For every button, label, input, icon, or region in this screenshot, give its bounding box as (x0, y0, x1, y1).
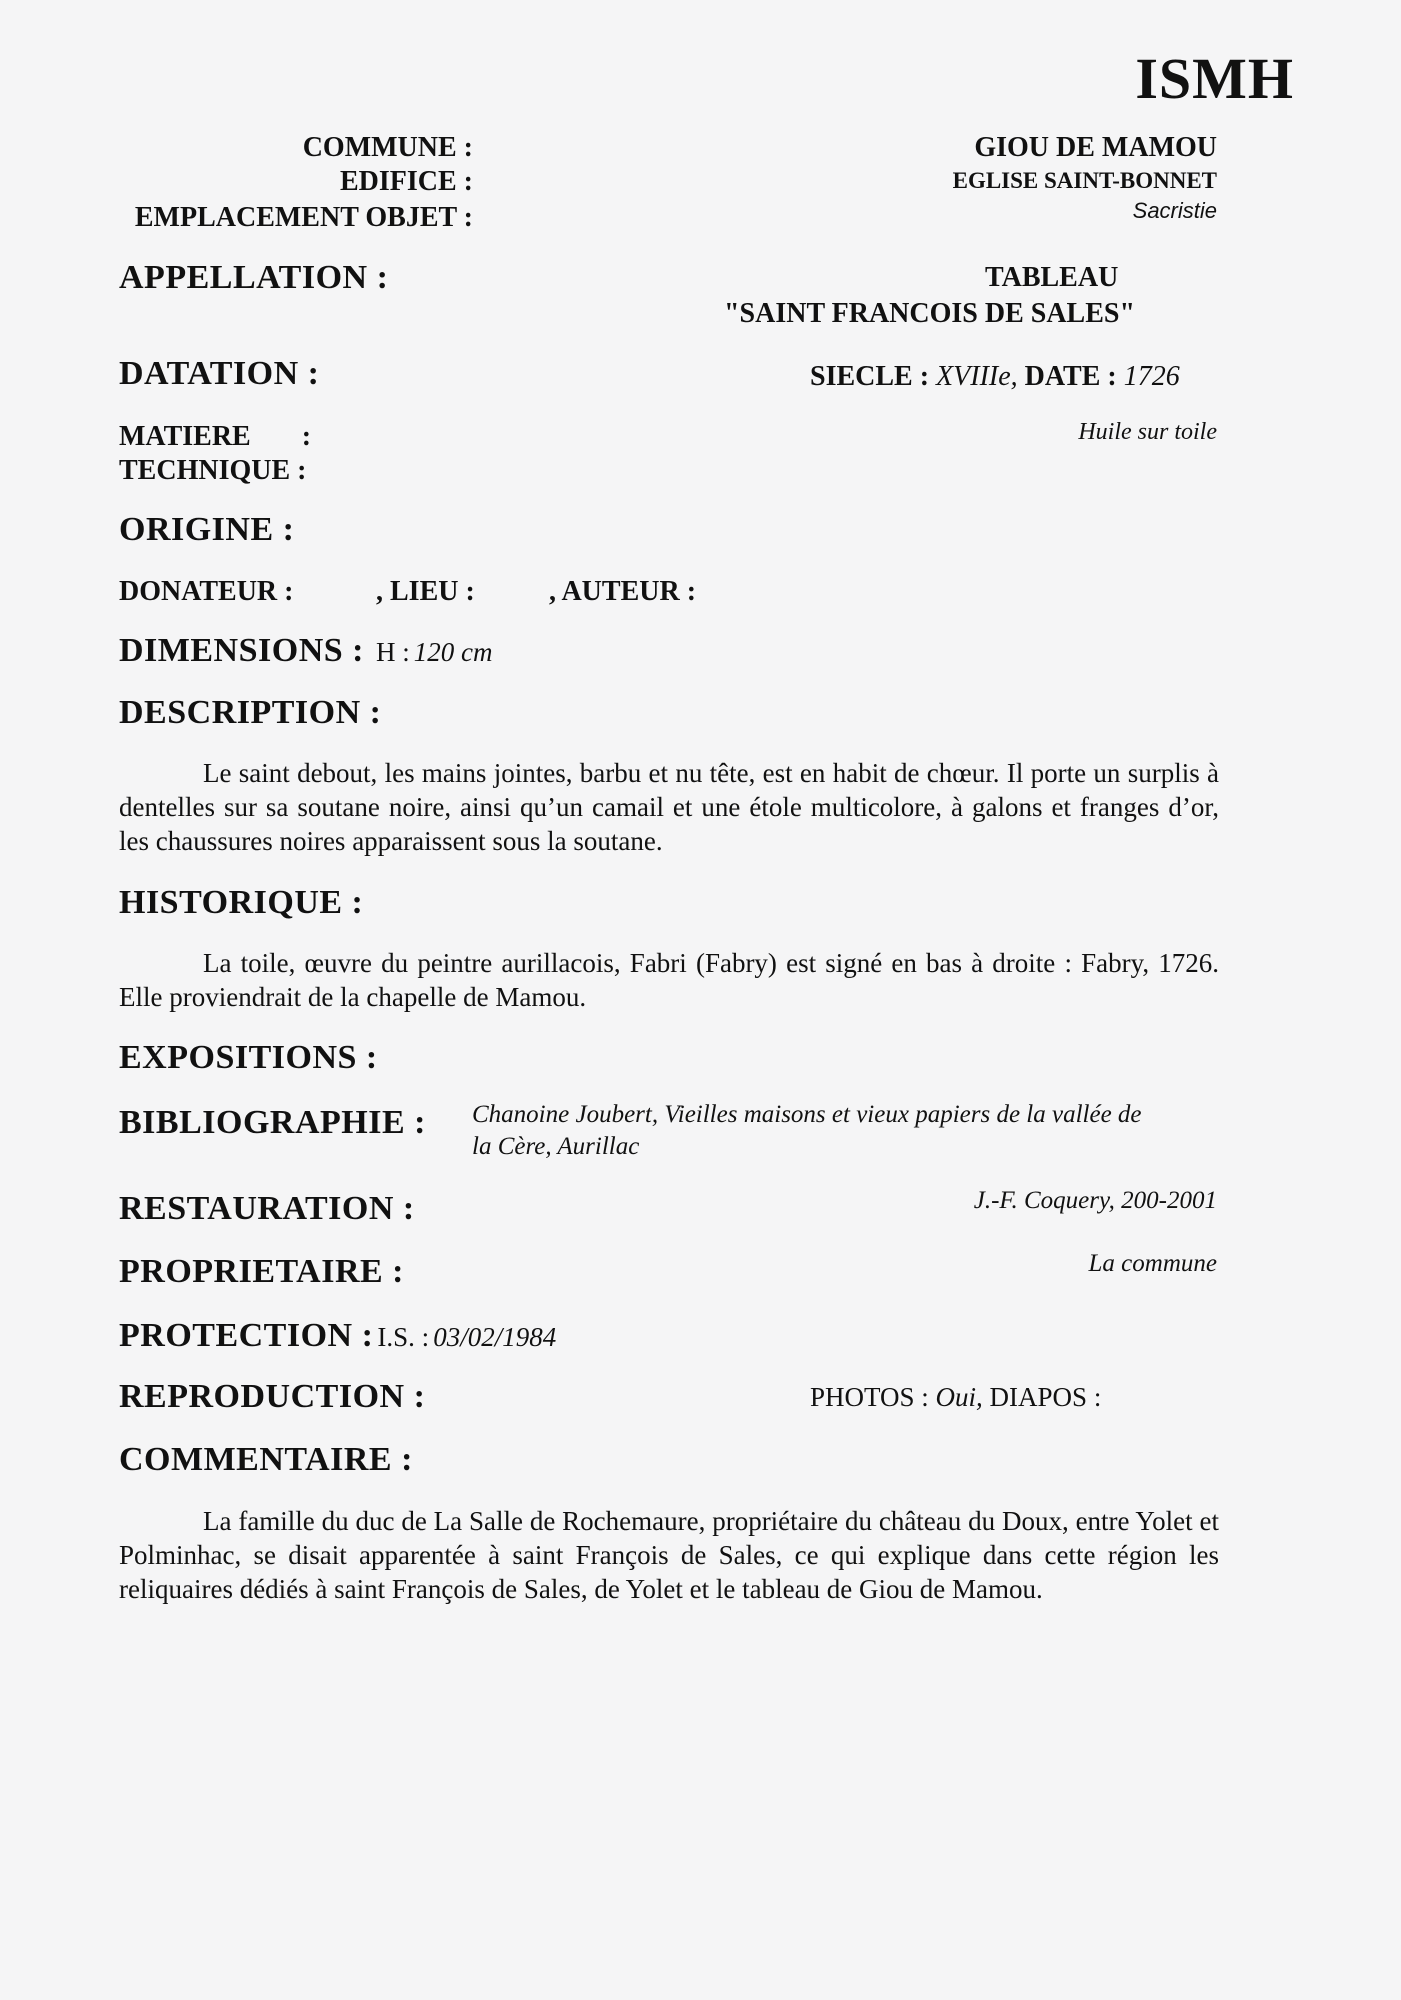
datation-label: DATATION : (119, 355, 320, 392)
technique-label: TECHNIQUE : (119, 455, 307, 486)
emplacement-label: EMPLACEMENT OBJET : (134, 202, 473, 233)
dimensions-label: DIMENSIONS : (119, 632, 364, 669)
datation-values (810, 361, 1180, 393)
date-label: DATE : (1024, 361, 1117, 392)
protection-label: PROTECTION : (119, 1317, 374, 1354)
description-label: DESCRIPTION : (119, 694, 382, 731)
dimensions-h-value: 120 cm (413, 637, 493, 667)
appellation-line1: TABLEAU (985, 262, 1119, 293)
edifice-value: EGLISE SAINT-BONNET (952, 168, 1217, 193)
matiere-value: Huile sur toile (1078, 419, 1217, 445)
commentaire-label: COMMENTAIRE : (119, 1441, 413, 1478)
siecle-label: SIECLE : (810, 361, 930, 392)
auteur-label: , AUTEUR : (549, 576, 697, 607)
emplacement-value: Sacristie (1132, 198, 1217, 223)
dimensions-h-label: H : (375, 637, 410, 667)
restauration-label: RESTAURATION : (119, 1190, 415, 1227)
origine-label: ORIGINE : (119, 511, 295, 548)
protection-is-label: I.S. : (377, 1322, 430, 1352)
expositions-label: EXPOSITIONS : (119, 1039, 378, 1076)
commune-value: GIOU DE MAMOU (974, 132, 1217, 163)
protection-row (119, 1317, 556, 1355)
historique-label: HISTORIQUE : (119, 884, 364, 921)
dimensions-row (119, 632, 492, 670)
historique-text: La toile, œuvre du peintre aurillacois, Fabri (Fabry) est signé en bas à droite : Fabry, 1726. Elle proviendrait de la chapelle de Mamou. (119, 948, 1219, 1012)
reproduction-values (810, 1382, 1101, 1413)
reproduction-label: REPRODUCTION : (119, 1378, 426, 1415)
bibliographie-line2: la Cère, Aurillac (472, 1133, 640, 1160)
edifice-label: EDIFICE : (339, 166, 473, 197)
commentaire-text: La famille du duc de La Salle de Rochemaure, propriétaire du château du Doux, entre Yolet et Polminhac, se disait apparentée à saint François de Sales, ce qui explique dans cette région les reliquaires dédiés à saint François de Sales, de Yolet et le tableau de Giou de Mamou. (119, 1506, 1219, 1604)
siecle-value: XVIIIe, (936, 361, 1018, 392)
diapos-label: DIAPOS : (989, 1382, 1102, 1412)
date-value: 1726 (1123, 361, 1180, 392)
proprietaire-value: La commune (1088, 1250, 1217, 1277)
proprietaire-label: PROPRIETAIRE : (119, 1253, 404, 1290)
appellation-line2: "SAINT FRANCOIS DE SALES" (724, 298, 1136, 329)
photos-label: PHOTOS : (810, 1382, 929, 1412)
matiere-label: MATIERE : (119, 421, 312, 452)
donateur-label: DONATEUR : (119, 576, 294, 607)
description-text: Le saint debout, les mains jointes, barbu et nu tête, est en habit de chœur. Il porte un surplis à dentelles sur sa soutane noire, ainsi qu’un camail et une étole multicolore, à galons et franges d’or, les chaussures noires apparaissent sous la soutane. (119, 758, 1219, 856)
ismh-stamp: ISMH (1135, 46, 1294, 111)
lieu-label: , LIEU : (376, 576, 475, 607)
protection-is-value: 03/02/1984 (433, 1322, 557, 1352)
commune-label: COMMUNE : (302, 132, 473, 163)
restauration-value: J.-F. Coquery, 200-2001 (973, 1187, 1217, 1214)
bibliographie-label: BIBLIOGRAPHIE : (119, 1104, 426, 1141)
bibliographie-line1: Chanoine Joubert, Vieilles maisons et vieux papiers de la vallée de (472, 1101, 1142, 1128)
appellation-label: APPELLATION : (119, 259, 389, 296)
photos-value: Oui, (935, 1382, 983, 1412)
